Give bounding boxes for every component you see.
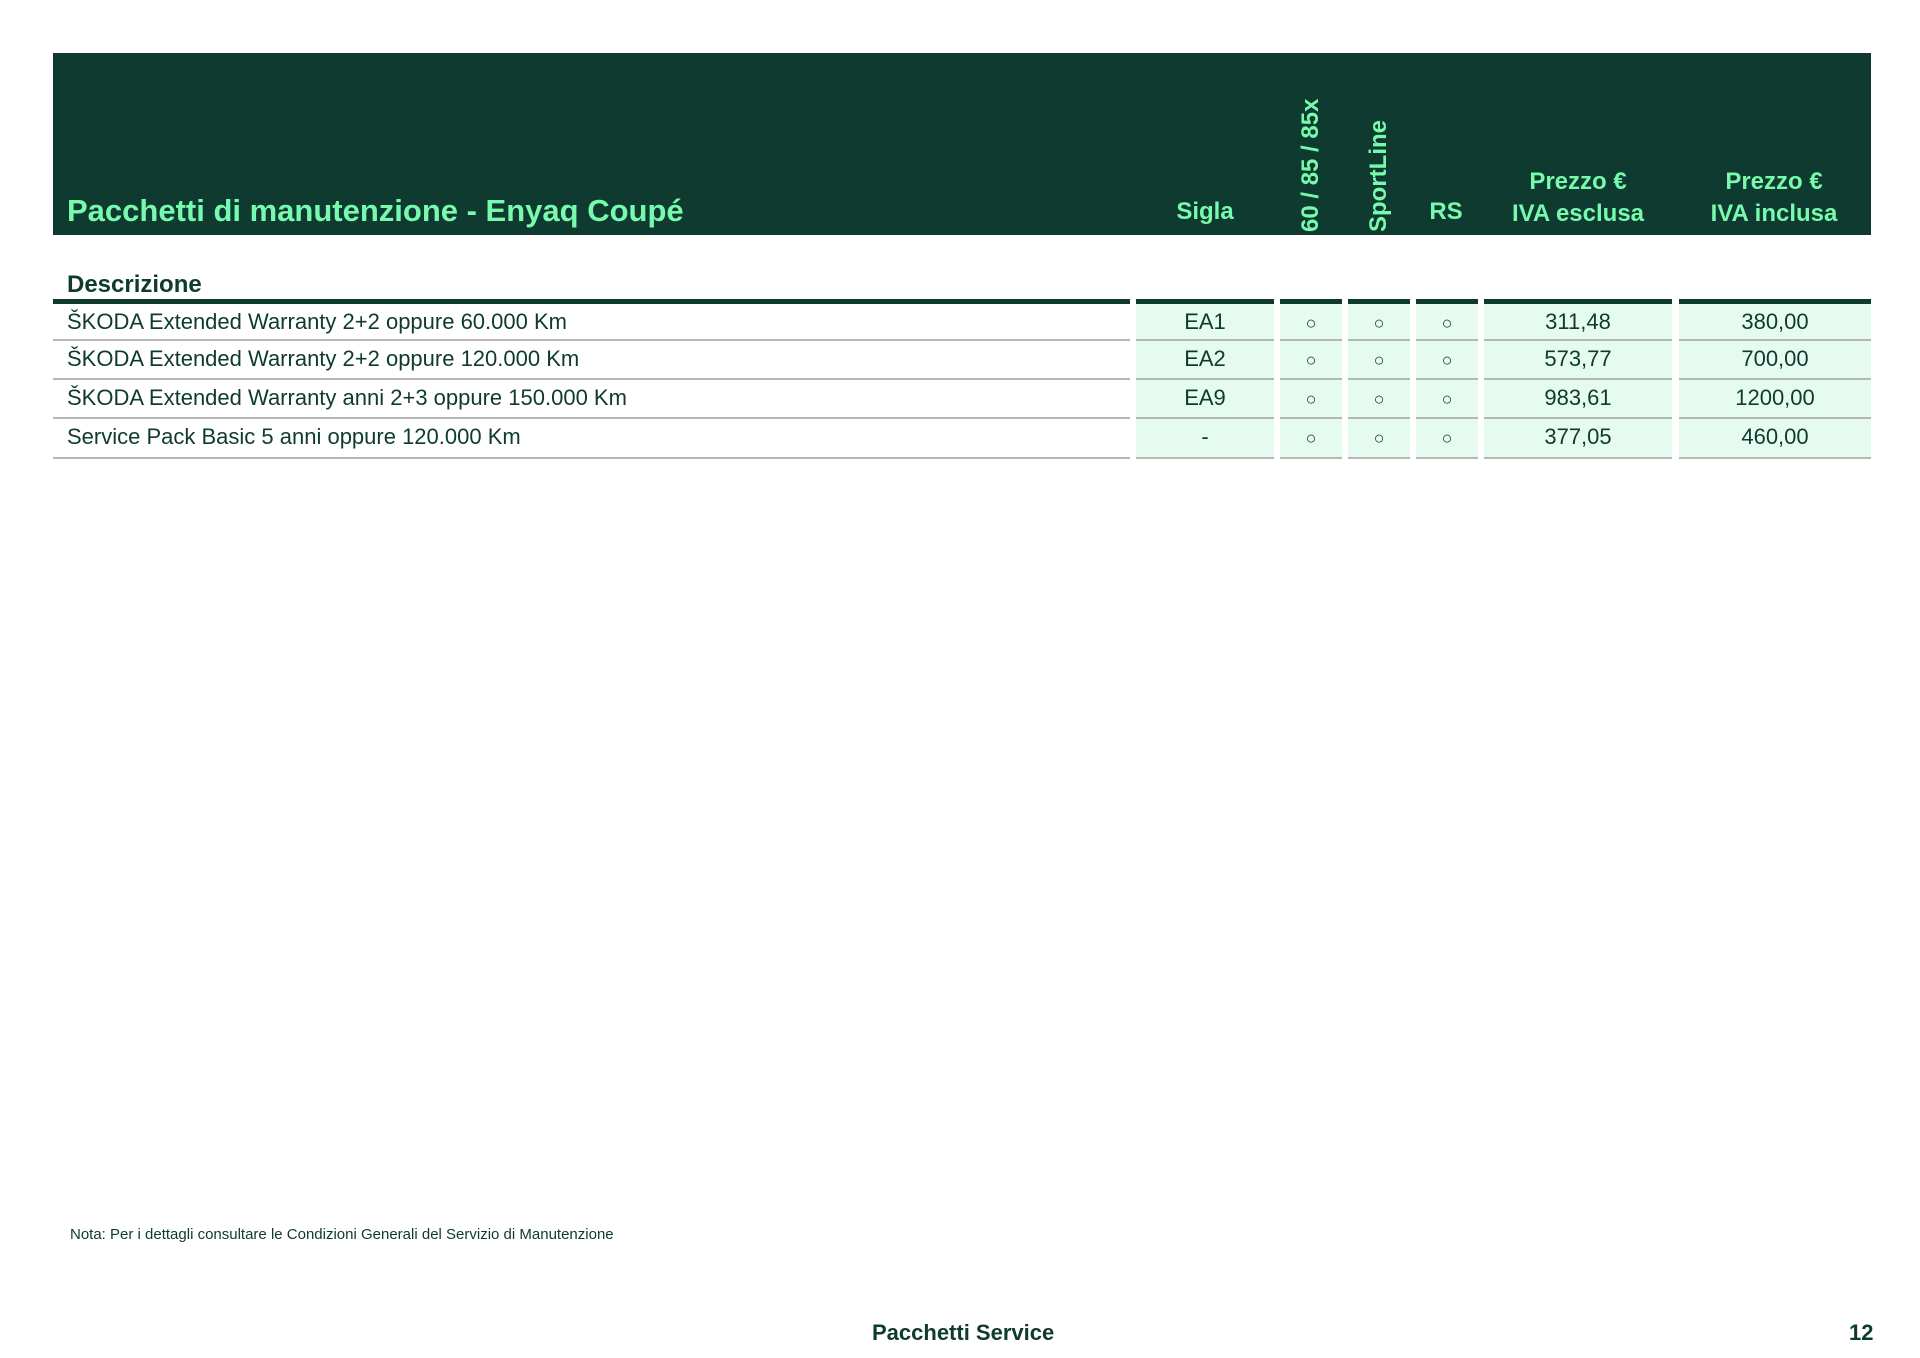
cell-availability: [1348, 341, 1410, 380]
availability-circle-icon: ○: [1441, 350, 1453, 370]
cell-descrizione: Service Pack Basic 5 anni oppure 120.000 Km: [53, 419, 1130, 459]
availability-circle-icon: ○: [1305, 350, 1317, 370]
availability-circle-icon: ○: [1373, 313, 1385, 333]
cell-sigla: EA1: [1136, 299, 1274, 341]
cell-sigla: EA2: [1136, 341, 1274, 380]
cell-availability: [1416, 341, 1478, 380]
page-title: Pacchetti di manutenzione - Enyaq Coupé: [67, 193, 684, 228]
column-header-version-60-85: 60 / 85 / 85x: [1297, 98, 1324, 232]
availability-circle-icon: ○: [1305, 389, 1317, 409]
page-number: 12: [1849, 1320, 1874, 1345]
cell-availability: [1348, 419, 1410, 459]
availability-circle-icon: ○: [1441, 428, 1453, 448]
cell-availability: [1348, 380, 1410, 419]
availability-circle-icon: ○: [1373, 389, 1385, 409]
cell-price-incl: 700,00: [1679, 341, 1871, 380]
availability-circle-icon: ○: [1305, 313, 1317, 333]
cell-availability: [1280, 380, 1342, 419]
price-excl-line-2: IVA esclusa: [1511, 200, 1645, 227]
cell-price-excl: 983,61: [1484, 380, 1672, 419]
availability-circle-icon: ○: [1373, 350, 1385, 370]
cell-price-incl: 380,00: [1679, 299, 1871, 341]
price-incl-line-2: IVA inclusa: [1710, 200, 1838, 227]
column-header-version-rs: RS: [1429, 198, 1463, 225]
cell-descrizione: ŠKODA Extended Warranty 2+2 oppure 120.000 Km: [53, 341, 1130, 380]
column-header-price-excl-vat: [1484, 166, 1672, 230]
cell-availability: [1280, 299, 1342, 341]
cell-availability: [1280, 341, 1342, 380]
footnote: Nota: Per i dettagli consultare le Condizioni Generali del Servizio di Manutenzione: [70, 1226, 614, 1243]
price-excl-line-1: Prezzo €: [1529, 168, 1627, 195]
cell-sigla: -: [1136, 419, 1274, 459]
footer-section-title: Pacchetti Service: [872, 1320, 1055, 1345]
cell-price-incl: 1200,00: [1679, 380, 1871, 419]
availability-circle-icon: ○: [1441, 313, 1453, 333]
cell-price-incl: 460,00: [1679, 419, 1871, 459]
cell-availability: [1416, 380, 1478, 419]
availability-circle-icon: ○: [1441, 389, 1453, 409]
column-header-version-sportline: SportLine: [1365, 120, 1392, 232]
cell-descrizione: ŠKODA Extended Warranty anni 2+3 oppure 150.000 Km: [53, 380, 1130, 419]
cell-price-excl: 573,77: [1484, 341, 1672, 380]
cell-price-excl: 377,05: [1484, 419, 1672, 459]
column-header-sigla: Sigla: [1176, 198, 1234, 225]
cell-availability: [1416, 419, 1478, 459]
cell-availability: [1416, 299, 1478, 341]
availability-circle-icon: ○: [1305, 428, 1317, 448]
cell-availability: [1348, 299, 1410, 341]
cell-descrizione: ŠKODA Extended Warranty 2+2 oppure 60.000 Km: [53, 299, 1130, 341]
availability-circle-icon: ○: [1373, 428, 1385, 448]
cell-availability: [1280, 419, 1342, 459]
column-header-descrizione: Descrizione: [67, 271, 202, 298]
cell-price-excl: 311,48: [1484, 299, 1672, 341]
cell-sigla: EA9: [1136, 380, 1274, 419]
price-incl-line-1: Prezzo €: [1725, 168, 1823, 195]
column-header-price-incl-vat: [1679, 166, 1869, 230]
